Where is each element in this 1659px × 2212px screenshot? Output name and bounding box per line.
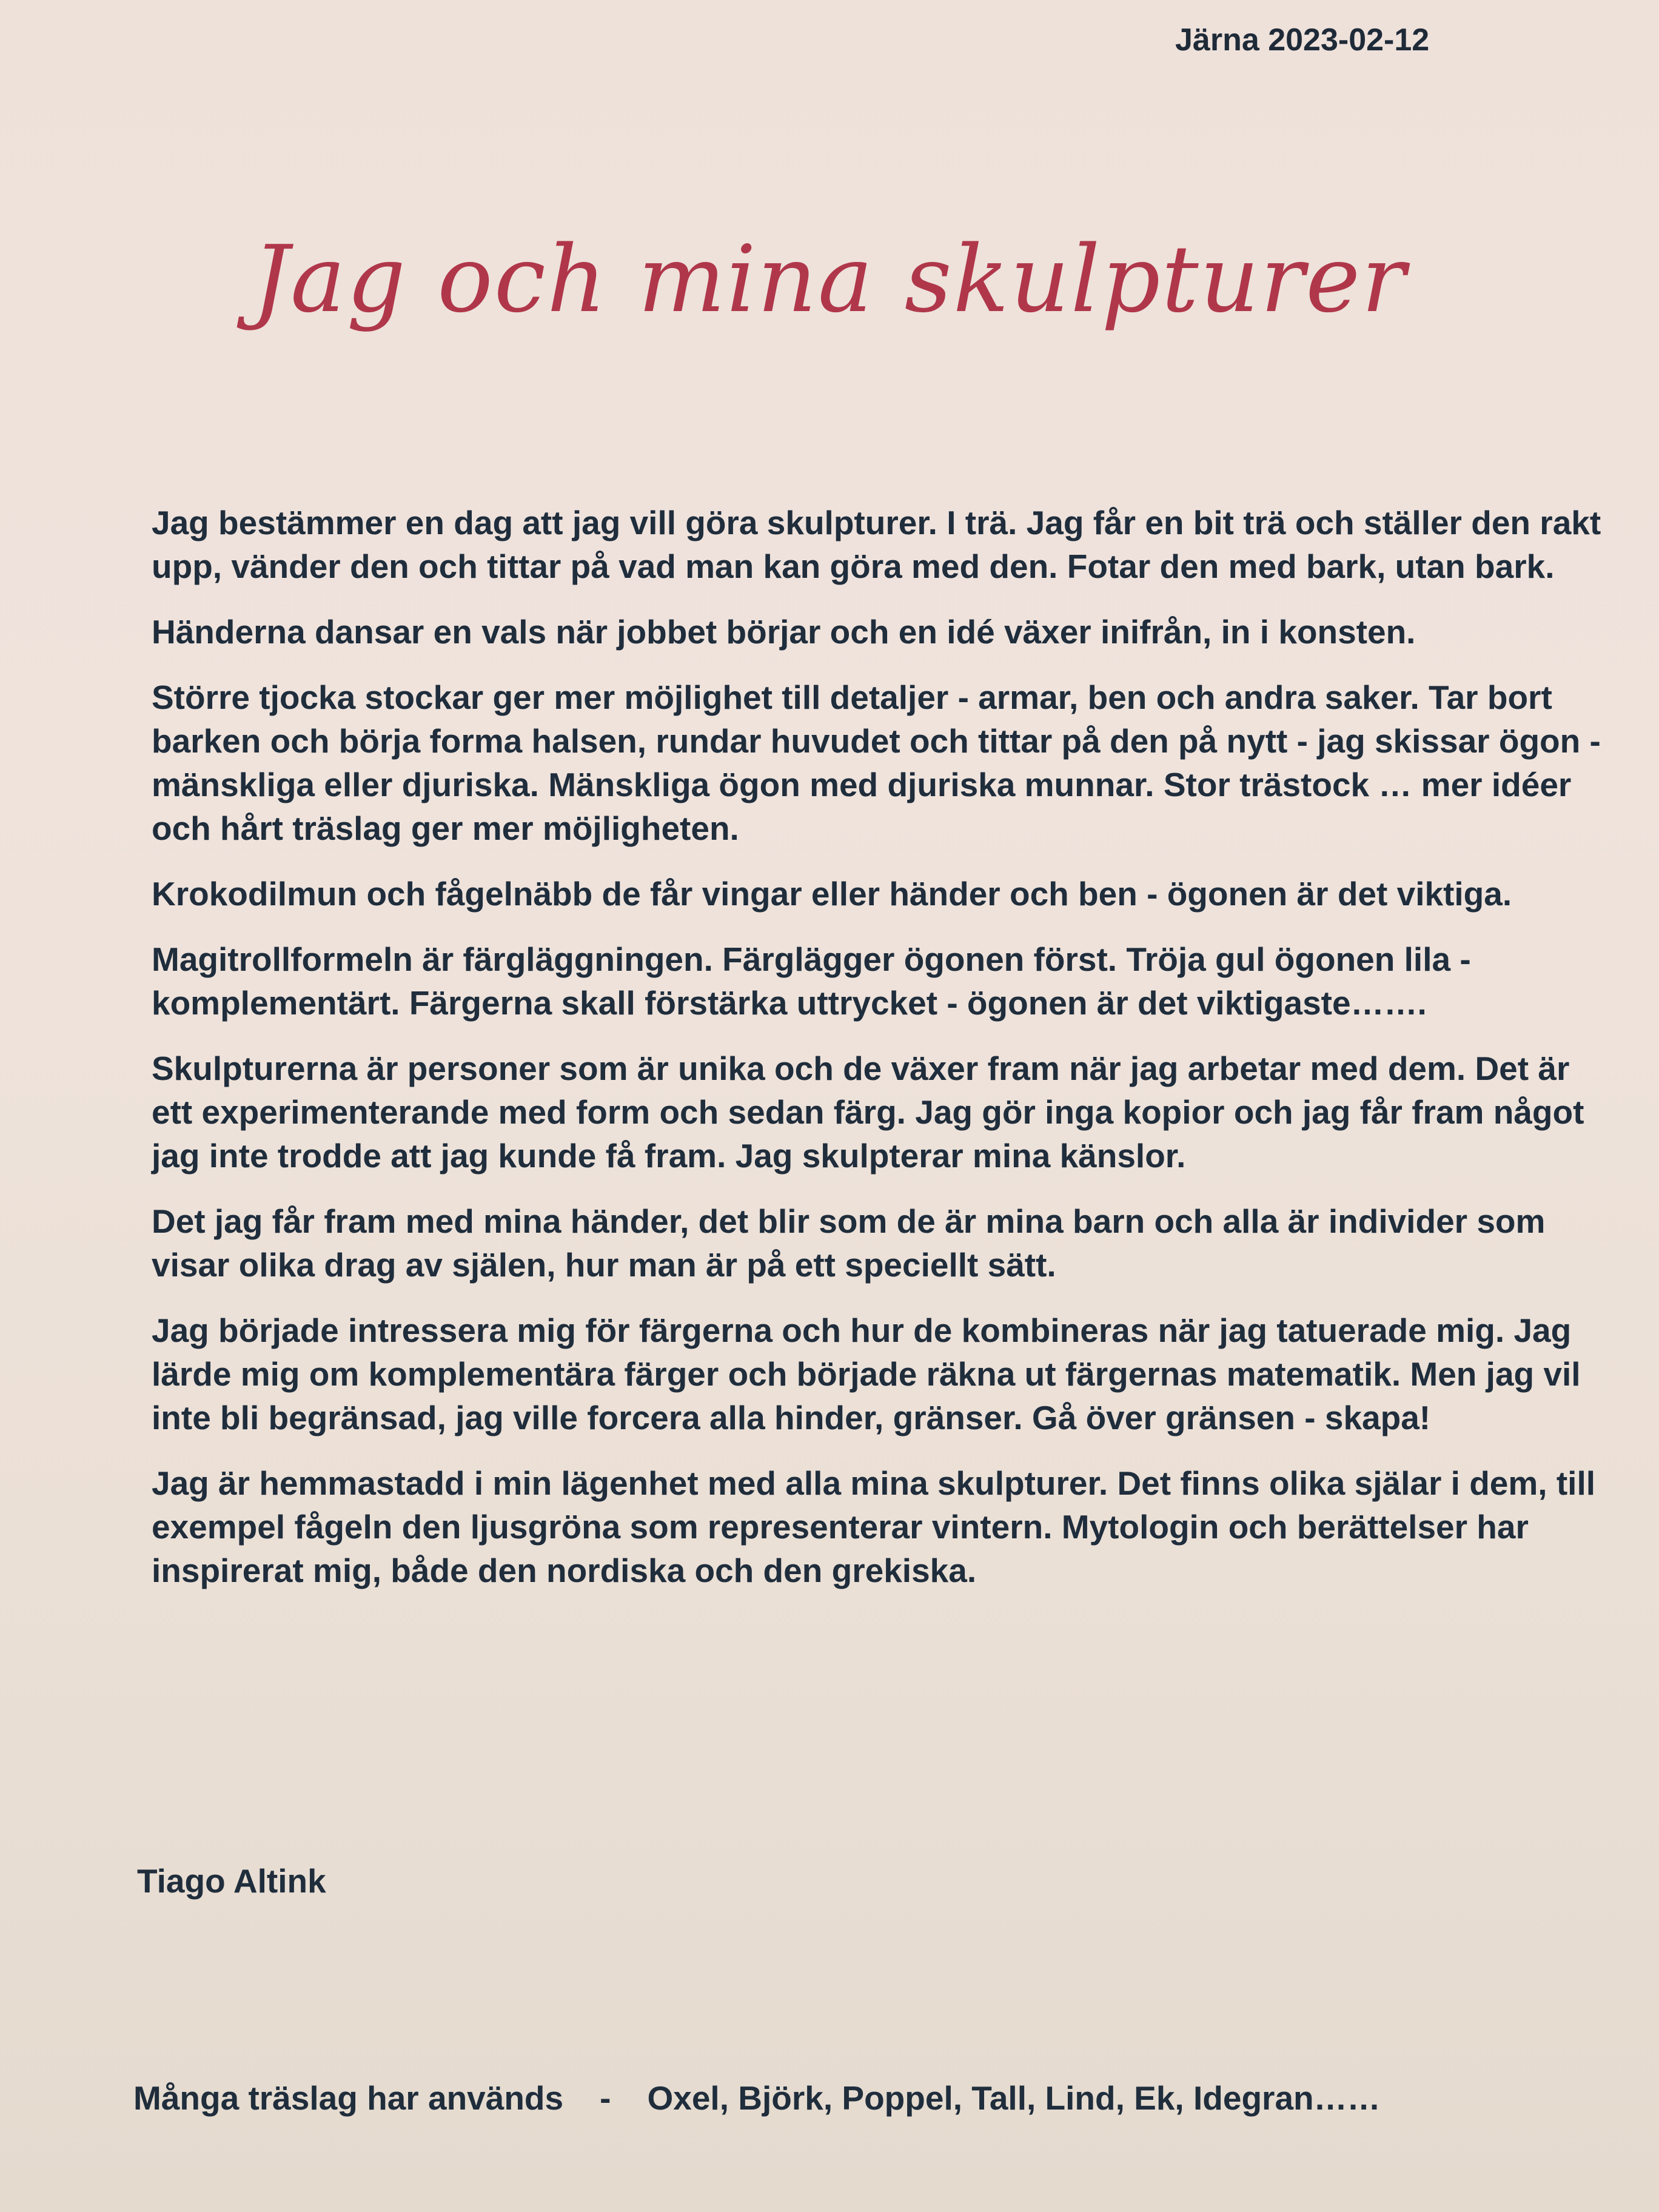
paragraph: Händerna dansar en vals när jobbet börjar och en idé växer inifrån, in i konsten. (152, 613, 1416, 651)
footer-separator: - (600, 2079, 611, 2117)
paragraph: Jag är hemmastadd i min lägenhet med alla mina skulpturer. Det finns olika själar i dem, till exempel fågeln den ljusgröna som representerar vintern. Mytologin och berättelser har inspirerat mig, både den nordiska och den grekiska. (152, 1464, 1596, 1589)
footer-label: Många träslag har används (133, 2079, 564, 2117)
paragraph: Jag började intressera mig för färgerna och hur de kombineras när jag tatuerade mig. Jag lärde mig om komplementära färger och började räkna ut färgernas matematik. Men jag vil inte bli begränsad, jag ville forcera alla hinder, gränser. Gå över gränsen - skapa! (152, 1312, 1581, 1436)
footer-wood-list: Oxel, Björk, Poppel, Tall, Lind, Ek, Idegran…… (647, 2079, 1381, 2117)
author-signature: Tiago Altink (137, 1862, 326, 1900)
footer-wood-types (133, 2079, 1381, 2117)
paragraph: Det jag får fram med mina händer, det blir som de är mina barn och alla är individer som visar olika drag av själen, hur man är på ett speciellt sätt. (152, 1202, 1546, 1284)
paragraph: Krokodilmun och fågelnäbb de får vingar eller händer och ben - ögonen är det viktiga. (152, 875, 1512, 913)
paragraph: Jag bestämmer en dag att jag vill göra skulpturer. I trä. Jag får en bit trä och ställer den rakt upp, vänder den och tittar på vad man kan göra med den. Fotar den med bark, utan bark. (152, 504, 1601, 585)
paragraph: Större tjocka stockar ger mer möjlighet till detaljer - armar, ben och andra saker. Tar bort barken och börja forma halsen, rundar huvudet och tittar på den på nytt - jag skissar ögon - mänskliga eller djuriska. Mänskliga ögon med djuriska munnar. Stor trästock … mer idéer och hårt träslag ger mer möjligheten. (152, 679, 1601, 847)
paragraph: Magitrollformeln är färgläggningen. Färglägger ögonen först. Tröja gul ögonen lila - komplementärt. Färgerna skall förstärka uttrycket - ögonen är det viktigaste……. (152, 940, 1471, 1022)
date-line: Järna 2023-02-12 (1175, 22, 1430, 58)
body-text (152, 501, 1607, 1614)
document-title: Jag och mina skulpturer (252, 226, 1407, 333)
paragraph: Skulpturerna är personer som är unika och de växer fram när jag arbetar med dem. Det är ett experimenterande med form och sedan färg. Jag gör inga kopior och jag får fram något jag inte trodde att jag kunde få fram. Jag skulpterar mina känslor. (152, 1050, 1584, 1175)
